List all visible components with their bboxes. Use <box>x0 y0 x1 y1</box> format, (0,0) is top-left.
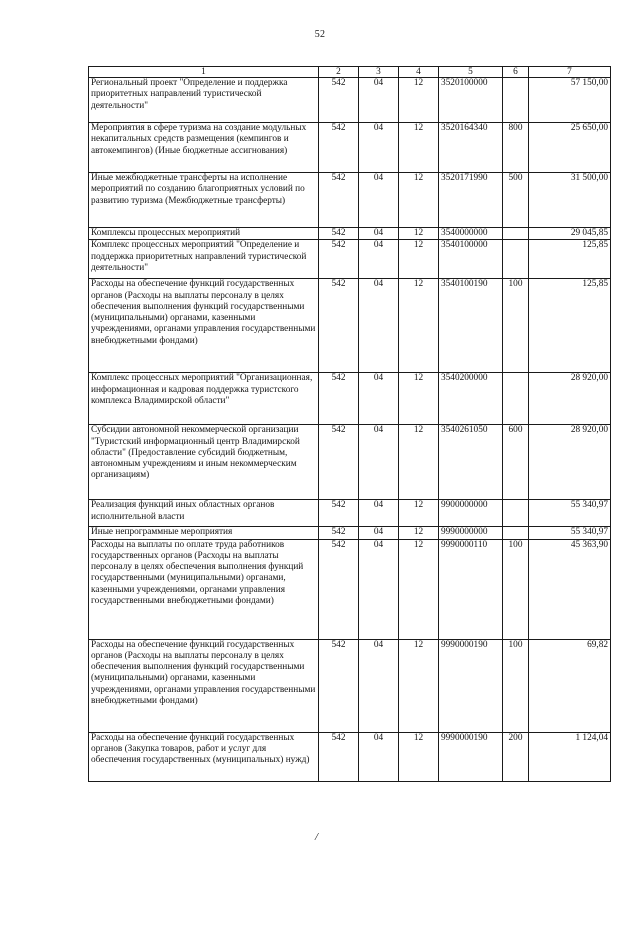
row-name: Иные непрограммные мероприятия <box>89 527 319 539</box>
page-number: 52 <box>314 29 326 40</box>
row-code: 3520100000 <box>439 78 503 123</box>
row-type: 600 <box>503 425 529 500</box>
row-type: 500 <box>503 173 529 228</box>
row-name: Комплекс процессных мероприятий "Организационная, информационная и кадровая поддержка туристского комплекса Владимирской области" <box>89 373 319 425</box>
row-code: 3520164340 <box>439 123 503 173</box>
row-code: 9990000190 <box>439 639 503 732</box>
table-row <box>89 123 611 173</box>
row-code: 9990000110 <box>439 539 503 639</box>
row-col4: 12 <box>399 78 439 123</box>
row-type <box>503 228 529 240</box>
row-code: 3540261050 <box>439 425 503 500</box>
row-col2: 542 <box>319 527 359 539</box>
row-col3: 04 <box>359 228 399 240</box>
row-col3: 04 <box>359 78 399 123</box>
table-row <box>89 500 611 527</box>
row-name: Расходы на выплаты по оплате труда работников государственных органов (Расходы на выплаты персоналу в целях обеспечения выполнения функций государственными (муниципальными) органами, казенными учреждениями, органами управления государственными внебюджетными фондами) <box>89 539 319 639</box>
row-name: Субсидии автономной некоммерческой организации "Туристский информационный центр Владимирской области" (Предоставление субсидий бюджетным, автономным учреждениям и иным некоммерческим организациям) <box>89 425 319 500</box>
table-row <box>89 425 611 500</box>
row-amount: 125,85 <box>529 240 611 279</box>
table-row <box>89 539 611 639</box>
row-type <box>503 240 529 279</box>
row-amount: 69,82 <box>529 639 611 732</box>
row-col2: 542 <box>319 373 359 425</box>
bottom-mark: / <box>315 831 319 843</box>
column-header-1: 1 <box>89 67 319 78</box>
column-header-4: 4 <box>399 67 439 78</box>
row-col4: 12 <box>399 425 439 500</box>
row-col2: 542 <box>319 123 359 173</box>
budget-table <box>88 66 611 782</box>
column-header-6: 6 <box>503 67 529 78</box>
table-row <box>89 732 611 781</box>
row-amount: 45 363,90 <box>529 539 611 639</box>
row-name: Реализация функций иных областных органов исполнительной власти <box>89 500 319 527</box>
row-name: Мероприятия в сфере туризма на создание модульных некапитальных средств размещения (кемпингов и автокемпингов) (Иные бюджетные ассигнования) <box>89 123 319 173</box>
row-col3: 04 <box>359 173 399 228</box>
row-type: 100 <box>503 539 529 639</box>
column-header-2: 2 <box>319 67 359 78</box>
table-row <box>89 228 611 240</box>
row-col2: 542 <box>319 639 359 732</box>
row-type: 100 <box>503 279 529 373</box>
row-col2: 542 <box>319 173 359 228</box>
row-type <box>503 500 529 527</box>
row-amount: 55 340,97 <box>529 527 611 539</box>
row-col2: 542 <box>319 240 359 279</box>
row-amount: 29 045,85 <box>529 228 611 240</box>
row-col4: 12 <box>399 123 439 173</box>
row-col2: 542 <box>319 228 359 240</box>
row-name: Региональный проект "Определение и поддержка приоритетных направлений туристической деятельности" <box>89 78 319 123</box>
row-col3: 04 <box>359 500 399 527</box>
table-row <box>89 240 611 279</box>
row-col4: 12 <box>399 500 439 527</box>
row-col4: 12 <box>399 173 439 228</box>
row-col4: 12 <box>399 279 439 373</box>
row-code: 3540100190 <box>439 279 503 373</box>
row-col4: 12 <box>399 240 439 279</box>
row-amount: 125,85 <box>529 279 611 373</box>
row-name: Расходы на обеспечение функций государственных органов (Расходы на выплаты персоналу в целях обеспечения выполнения функций государственными (муниципальными) органами, казенными учреждениями, органами управления государственными внебюджетными фондами) <box>89 279 319 373</box>
table-row <box>89 527 611 539</box>
row-code: 9990000000 <box>439 527 503 539</box>
row-col4: 12 <box>399 228 439 240</box>
row-type <box>503 78 529 123</box>
row-col3: 04 <box>359 373 399 425</box>
row-col4: 12 <box>399 732 439 781</box>
row-col2: 542 <box>319 732 359 781</box>
row-type: 800 <box>503 123 529 173</box>
row-col3: 04 <box>359 539 399 639</box>
row-col4: 12 <box>399 639 439 732</box>
row-col3: 04 <box>359 123 399 173</box>
column-header-7: 7 <box>529 67 611 78</box>
row-name: Комплекс процессных мероприятий "Определение и поддержка приоритетных направлений туристической деятельности" <box>89 240 319 279</box>
row-amount: 28 920,00 <box>529 373 611 425</box>
column-header-3: 3 <box>359 67 399 78</box>
row-col3: 04 <box>359 240 399 279</box>
row-name: Расходы на обеспечение функций государственных органов (Расходы на выплаты персоналу в целях обеспечения выполнения функций государственными (муниципальными) органами, казенными учреждениями, органами управления государственными внебюджетными фондами) <box>89 639 319 732</box>
row-col3: 04 <box>359 279 399 373</box>
row-code: 3520171990 <box>439 173 503 228</box>
row-type: 200 <box>503 732 529 781</box>
row-col3: 04 <box>359 527 399 539</box>
row-amount: 55 340,97 <box>529 500 611 527</box>
row-code: 3540200000 <box>439 373 503 425</box>
row-amount: 1 124,04 <box>529 732 611 781</box>
row-col2: 542 <box>319 539 359 639</box>
row-amount: 28 920,00 <box>529 425 611 500</box>
row-name: Расходы на обеспечение функций государственных органов (Закупка товаров, работ и услуг для обеспечения государственных (муниципальных) нужд) <box>89 732 319 781</box>
row-code: 9990000190 <box>439 732 503 781</box>
table-row <box>89 78 611 123</box>
row-col3: 04 <box>359 639 399 732</box>
table-row <box>89 373 611 425</box>
row-amount: 25 650,00 <box>529 123 611 173</box>
table-row <box>89 279 611 373</box>
row-col2: 542 <box>319 78 359 123</box>
row-col2: 542 <box>319 425 359 500</box>
row-type <box>503 527 529 539</box>
row-code: 9900000000 <box>439 500 503 527</box>
row-col3: 04 <box>359 425 399 500</box>
row-type: 100 <box>503 639 529 732</box>
table-row <box>89 173 611 228</box>
table-header-row <box>89 67 611 78</box>
row-col4: 12 <box>399 373 439 425</box>
row-amount: 57 150,00 <box>529 78 611 123</box>
column-header-5: 5 <box>439 67 503 78</box>
row-col2: 542 <box>319 279 359 373</box>
row-amount: 31 500,00 <box>529 173 611 228</box>
row-type <box>503 373 529 425</box>
row-code: 3540100000 <box>439 240 503 279</box>
row-col4: 12 <box>399 527 439 539</box>
table-row <box>89 639 611 732</box>
row-name: Комплексы процессных мероприятий <box>89 228 319 240</box>
row-col2: 542 <box>319 500 359 527</box>
row-col4: 12 <box>399 539 439 639</box>
row-col3: 04 <box>359 732 399 781</box>
row-code: 3540000000 <box>439 228 503 240</box>
row-name: Иные межбюджетные трансферты на исполнение мероприятий по созданию благоприятных условий по развитию туризма (Межбюджетные трансферты) <box>89 173 319 228</box>
